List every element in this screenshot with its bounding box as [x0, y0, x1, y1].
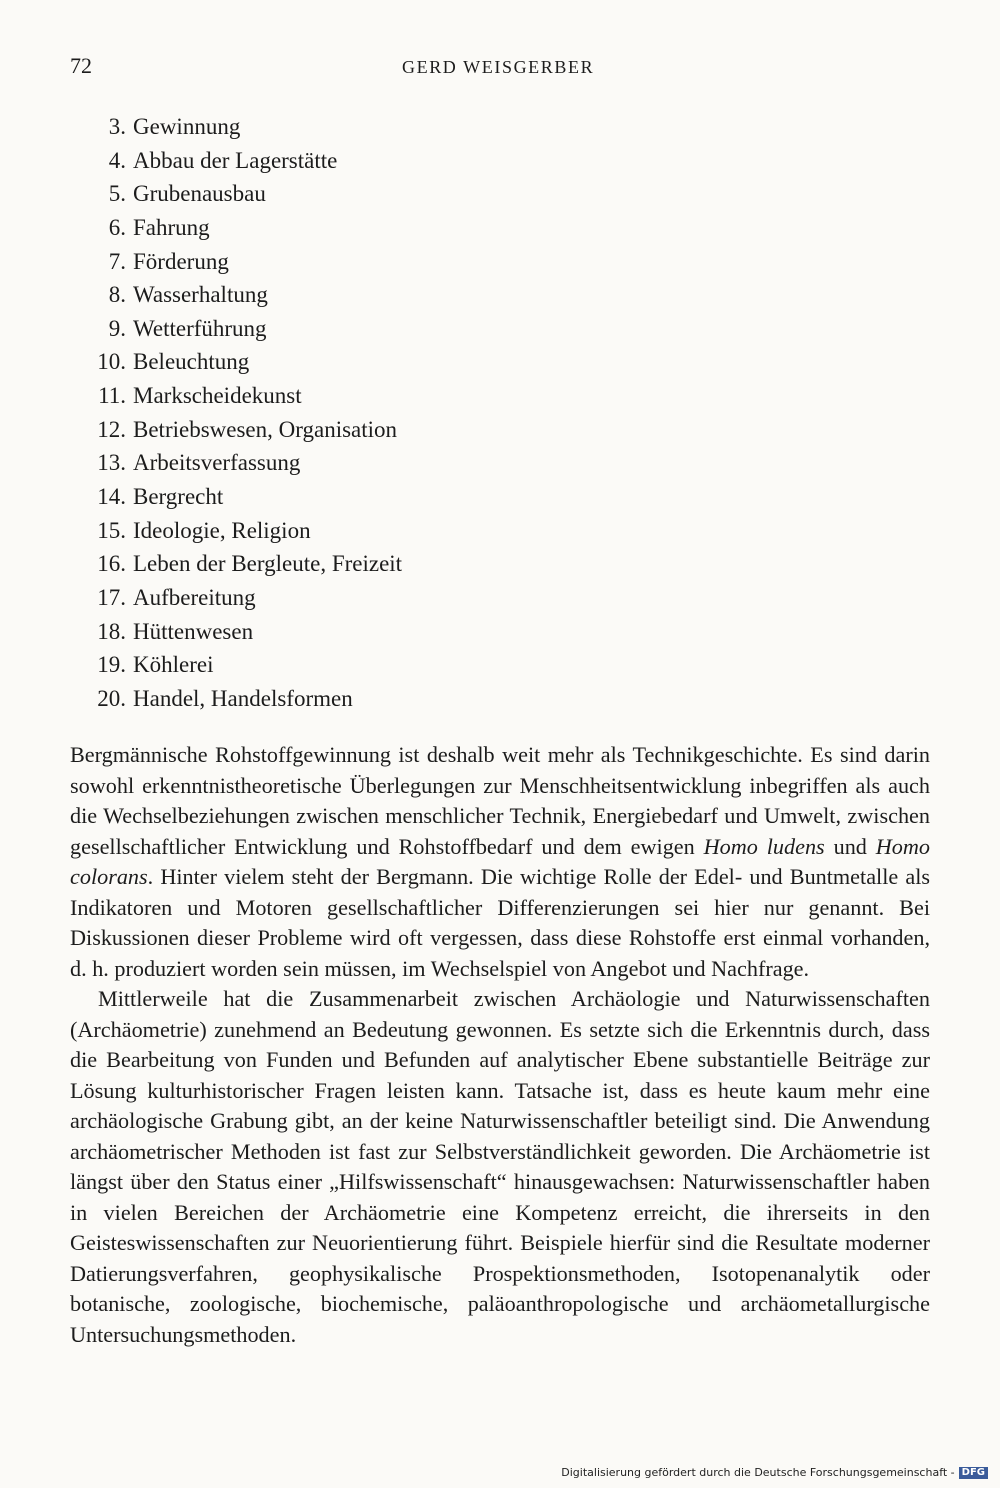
list-item-label: Hüttenwesen — [133, 618, 254, 644]
body-text — [70, 740, 930, 1350]
list-item-number: 6. — [108, 214, 126, 240]
list-item-number: 5. — [108, 181, 126, 207]
list-item-label: Bergrecht — [133, 484, 224, 510]
list-item-number: 10. — [97, 349, 126, 375]
list-item-label: Aufbereitung — [133, 584, 256, 610]
list-item-label: Betriebswesen, Organisation — [133, 416, 398, 442]
list-item — [70, 312, 402, 346]
list-item — [70, 581, 402, 615]
list-item-number: 20. — [97, 685, 126, 711]
list-item-label: Leben der Bergleute, Freizeit — [133, 551, 403, 577]
list-item-number: 7. — [108, 248, 126, 274]
list-item — [70, 648, 402, 682]
list-item-number: 12. — [97, 416, 126, 442]
list-item-label: Fahrung — [133, 214, 210, 240]
list-item — [70, 245, 402, 279]
list-item — [70, 413, 402, 447]
list-item-label: Beleuchtung — [133, 349, 250, 375]
list-item-label: Köhlerei — [133, 652, 214, 678]
list-item-number: 19. — [97, 652, 126, 678]
italic-term: Homo ludens — [703, 833, 825, 859]
running-head-author: GERD WEISGERBER — [402, 57, 595, 77]
list-item-number: 13. — [97, 450, 126, 476]
list-item — [70, 379, 402, 413]
page-number: 72 — [70, 53, 92, 78]
list-item — [70, 682, 402, 716]
list-item-number: 15. — [97, 517, 126, 543]
list-item-number: 17. — [97, 584, 126, 610]
list-item-label: Gewinnung — [133, 114, 241, 139]
italic-term: Homo colorans — [70, 833, 931, 889]
paragraph-text: und — [824, 833, 876, 859]
list-item-number: 4. — [108, 147, 126, 173]
list-item-number: 14. — [97, 484, 126, 510]
list-item-label: Handel, Handelsformen — [133, 685, 353, 711]
dfg-logo: DFG — [959, 1467, 988, 1479]
list-item-label: Grubenausbau — [133, 181, 266, 207]
list-item — [70, 110, 402, 144]
list-item-number: 11. — [98, 383, 126, 409]
list-item-label: Arbeitsverfassung — [133, 450, 301, 476]
paragraph-text: Bergmännische Rohstoffgewinnung ist deshalb weit mehr als Technikgeschichte. Es sind darin sowohl erkenntnistheoretische Überlegungen zur Menschheitsentwicklung inbegriffen als auch die Wechselbeziehungen zwischen menschlicher Technik, Energiebedarf und Umwelt, zwischen gesellschaftlicher Entwicklung und Rohstoffbedarf und dem ewigen — [70, 742, 930, 859]
paragraph-text: . Hinter vielem steht der Bergmann. Die wichtige Rolle der Edel- und Buntmetalle als Indikatoren und Motoren gesellschaftlicher Differenzierungen sei hier nur genannt. Bei Diskussionen dieser Probleme wird oft vergessen, dass diese Rohstoffe erst einmal vorhanden, d. h. produziert worden sein müssen, im Wechselspiel von Angebot und Nachfrage. — [70, 864, 930, 981]
list-item-number: 8. — [108, 282, 126, 308]
topic-list — [70, 110, 402, 716]
list-item — [70, 615, 402, 649]
list-item — [70, 345, 402, 379]
list-item-number: 3. — [108, 114, 126, 139]
list-item-label: Wetterführung — [133, 315, 267, 341]
list-item — [70, 144, 402, 178]
list-item-number: 16. — [97, 551, 126, 577]
list-item — [70, 480, 402, 514]
list-item-label: Förderung — [133, 248, 229, 274]
list-item-label: Abbau der Lagerstätte — [133, 147, 338, 173]
list-item — [70, 278, 402, 312]
list-item-number: 9. — [108, 315, 126, 341]
list-item — [70, 446, 402, 480]
list-item — [70, 547, 402, 581]
list-item-label: Markscheidekunst — [133, 383, 302, 409]
list-item — [70, 177, 402, 211]
list-item — [70, 514, 402, 548]
list-item-label: Wasserhaltung — [133, 282, 268, 308]
list-item-number: 18. — [97, 618, 126, 644]
list-item-label: Ideologie, Religion — [133, 517, 311, 543]
footer-text: Digitalisierung gefördert durch die Deutsche Forschungsgemeinschaft - — [561, 1466, 955, 1479]
paragraph: Mittlerweile hat die Zusammenarbeit zwischen Archäologie und Naturwissenschaften (Archäometrie) zunehmend an Bedeutung gewonnen. Es setzte sich die Erkenntnis durch, dass die Bearbeitung von Funden und Befunden auf analytischer Ebene substantielle Beiträge zur Lösung kulturhistorischer Fragen leisten kann. Tatsache ist, dass es heute kaum mehr eine archäologische Grabung gibt, an der keine Naturwissenschaftler beteiligt sind. Die Anwendung archäometrischer Methoden ist fast zur Selbstverständlichkeit geworden. Die Archäometrie ist längst über den Status einer „Hilfswissenschaft“ hinausgewachsen: Naturwissenschaftler haben in vielen Bereichen der Archäometrie eine Kompetenz erreicht, die ihrerseits in den Geisteswissenschaften zur Neuorientierung führt. Beispiele hierfür sind die Resultate moderner Datierungsverfahren, geophysikalische Prospektionsmethoden, Isotopenanalytik oder botanische, zoologische, biochemische, paläoanthropologische und archäometallurgische Untersuchungsmethoden. — [70, 986, 930, 1347]
list-item — [70, 211, 402, 245]
footer-credit — [561, 1466, 988, 1480]
paragraph — [70, 740, 930, 984]
